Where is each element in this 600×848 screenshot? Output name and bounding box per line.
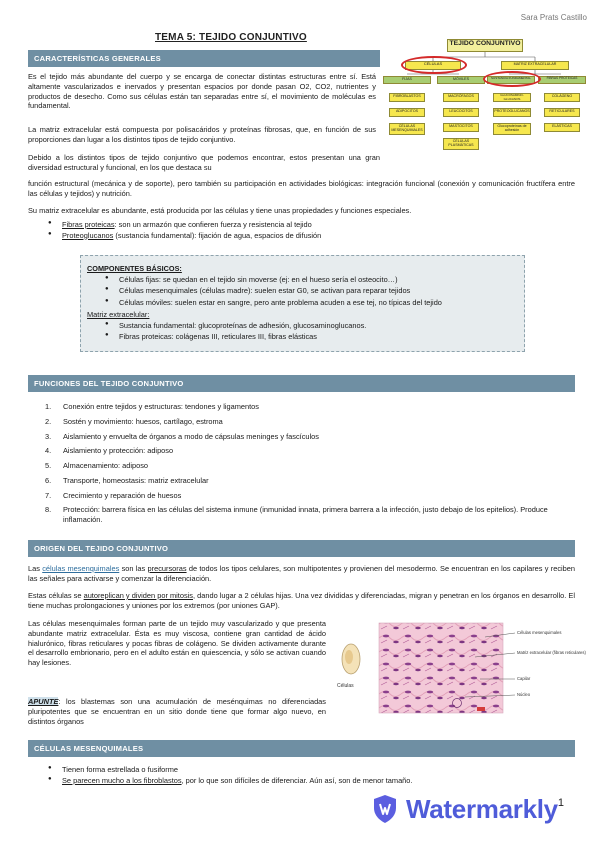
diagram-leaf: LEUCOCITOS [443, 108, 479, 117]
list-item [48, 220, 568, 230]
list-item: ● Células fijas: se quedan en el tejido sin moverse (ej: en el hueso sería el osteocito…) [105, 275, 518, 285]
diagram-leaf: PROTEOGLUCANOS [493, 108, 531, 117]
item-text: Transporte, homeostasis: matriz extracelular [63, 475, 209, 485]
list-item [45, 432, 575, 442]
item-number: 7. [45, 490, 52, 500]
apunte-note [28, 697, 326, 726]
watermark-shield-icon [372, 794, 398, 824]
text: son las [119, 564, 148, 573]
text: Las [28, 564, 43, 573]
diagram-cat-mobile: MÓVILES [437, 76, 485, 84]
item-text: Sostén y movimiento: huesos, cartílago, estroma [63, 416, 223, 426]
definition: , por lo que son difíciles de diferenciar. Aún así, son de menor tamaño. [181, 775, 413, 785]
list-item [45, 461, 575, 471]
text: Estas células se [28, 591, 84, 600]
item-text: Crecimiento y reparación de huesos [63, 490, 182, 500]
micro-label: Matriz extracelular (fibras reticulares) [517, 650, 586, 655]
watermark-text: Watermarkly [406, 793, 558, 824]
section-heading-general: CARACTERÍSTICAS GENERALES [28, 50, 380, 67]
item-number: 6. [45, 475, 52, 485]
apunte-text: : los blastemas son una acumulación de mesénquimas no diferenciadas pluripotentes que se encuentran en un sitio donde tiene que formar algo nuevo, en distintos órganos [28, 697, 326, 726]
functions-list [45, 402, 575, 530]
paragraph: función estructural (mecánica y de soporte), pero también su participación en actividades biológicas: integración funcional (conexión y comunicación fructífera entre las células y tejidos) y nutrición. [28, 179, 575, 198]
diagram-root: TEJIDO CONJUNTIVO [447, 39, 523, 52]
paragraph: Las células mesenquimales forman parte de un tejido muy vascularizado y que presenta abundante matriz extracelular. Ésta es muy viscosa, contiene gran cantidad de ácido hialurónico, fibras reticulares y pocas fibras de colágeno. Se dividen activamente durante el desarrollo embrionario, pero en el adulto están en quiescencia, y sólo se activan cuando hay lesiones. [28, 619, 326, 668]
list-item [45, 417, 575, 427]
diagram-leaf: GLUCOSAMINO-GLUCANOS [493, 93, 531, 102]
item-text: Aislamiento y envuelta de órganos a modo de cápsulas meninges y fascículos [63, 431, 319, 441]
list-item [48, 231, 568, 241]
diagram-leaf: Glucoproteínas de adhesión [493, 123, 531, 135]
diagram-leaf: CÉLULAS MESENQUIMALES [389, 123, 425, 135]
list-item: ● Fibras proteicas: colágenas III, reticulares III, fibras elásticas [105, 332, 518, 342]
diagram-matrix: MATRIZ EXTRACELULAR [501, 61, 569, 70]
list-item [45, 491, 575, 501]
list-item: ● Sustancia fundamental: glucoproteínas de adhesión, glucosaminoglucanos. [105, 321, 518, 331]
item-number: 4. [45, 446, 52, 456]
watermark [372, 791, 562, 827]
item-text: Aislamiento y protección: adiposo [63, 446, 174, 456]
list-item: ● Células mesenquimales (células madre): suelen estar G0, se activan para reparar tejidos [105, 286, 518, 296]
term: Se parecen mucho a los fibroblastos [62, 775, 182, 785]
definition: : son un armazón que confieren fuerza y resistencia al tejido [114, 220, 312, 229]
term: células mesenquimales [42, 564, 120, 573]
item-text: Conexión entre tejidos y estructuras: tendones y ligamentos [63, 402, 259, 411]
item-number: 8. [45, 505, 52, 515]
list-item [45, 505, 575, 525]
paragraph: Debido a los distintos tipos de tejido conjuntivo que podemos encontrar, estos presentan una gran diversidad estructural y funcional, en los que destaca su [28, 153, 380, 172]
diagram-cat-fixed: FIJAS [383, 76, 431, 84]
paragraph [28, 564, 575, 584]
components-box [80, 255, 525, 352]
list-item [45, 402, 575, 412]
matrix-heading: Matriz extracelular: [87, 309, 150, 319]
diagram-leaf: CÉLULAS PLASMÁTICAS [443, 138, 479, 150]
diagram-leaf: FIBROBLASTOS [389, 93, 425, 102]
diagram-leaf: ELÁSTICAS [544, 123, 580, 132]
term: Fibras proteicas [62, 220, 115, 229]
list-item [45, 476, 575, 486]
diagram-leaf: ADIPOCITOS [389, 108, 425, 117]
micro-left-label: Células [337, 683, 354, 689]
item-text: Protección: barrera física en las células del sistema inmune (inmunidad innata, primera barrera a la infección, justo debajo de los epitelios). Produce inflamación. [63, 505, 548, 525]
list-item [45, 446, 575, 456]
paragraph: La matriz extracelular está compuesta por polisacáridos y proteínas fibrosas, que, en función de sus proporciones dan lugar a los distintos tipos de tejido conjuntivo. [28, 125, 376, 144]
section-heading-mesenchymal: CÉLULAS MESENQUIMALES [28, 740, 575, 757]
paragraph [28, 591, 575, 611]
list-item: ● Células móviles: suelen estar en sangre, pero ante problema acuden a ese tej, no típicas del tejido [105, 298, 518, 308]
paragraph: Su matriz extracelular es abundante, está producida por las células y tiene unas propiedades y funciones especiales. [28, 206, 412, 215]
diagram-cat-ground: SUSTANCIA FUNDAMENTAL [487, 76, 535, 84]
concept-diagram [381, 39, 587, 155]
page-number: 1 [557, 797, 564, 809]
text: de todos los tipos celulares, son multipotentes y provienen del mesodermo. Se encuentran en los capilares y reciben las señales para activarse y comenzar la diferenciación. [28, 564, 575, 583]
item-number: 1. [45, 402, 52, 411]
item-number: 2. [45, 416, 52, 426]
box-heading: COMPONENTES BÁSICOS: [87, 264, 182, 273]
micro-label: Núcleo [517, 692, 531, 697]
micro-label: Capilar [517, 676, 531, 681]
definition: (sustancia fundamental): fijación de agua, espacios de difusión [113, 230, 322, 240]
micro-label: Células mesenquimales [517, 630, 562, 635]
diagram-cells: CÉLULAS [405, 61, 461, 70]
section-heading-origin: ORIGEN DEL TEJIDO CONJUNTIVO [28, 540, 575, 557]
item-text: Almacenamiento: adiposo [63, 461, 149, 471]
diagram-cat-fibers: FIBRAS PROTEICAS [538, 76, 586, 84]
bullet-list [48, 765, 568, 787]
diagram-leaf: MACRÓFAGOS [443, 93, 479, 102]
bullet-list [48, 220, 568, 242]
item-number: 5. [45, 461, 52, 471]
paragraph: Es el tejido más abundante del cuerpo y se encarga de conectar distintas estructuras entre sí. Está altamente vascularizados e inervados y presentan espacios por donde pasan O2, CO2, nutrientes y productos de desecho. Como sus células están tan separadas entre sí, el movimiento de moléculas es fundamental. [28, 72, 376, 111]
section-heading-functions: FUNCIONES DEL TEJIDO CONJUNTIVO [28, 375, 575, 392]
author-name: Sara Prats Castillo [520, 13, 587, 22]
highlight-ring [401, 56, 467, 74]
diagram-leaf: RETICULARES [544, 108, 580, 117]
term: precursoras [147, 564, 187, 573]
term: autoreplican y dividen por mitosis [83, 591, 193, 600]
component-list [105, 275, 518, 308]
list-item: ● Tienen forma estrellada o fusiforme [48, 765, 568, 775]
apunte-label: APUNTE [28, 697, 59, 706]
highlight-ring [483, 71, 541, 87]
list-item [48, 776, 568, 786]
diagram-leaf: MASTOCITOS [443, 123, 479, 132]
term: Proteoglucanos [62, 230, 114, 240]
tissue-micrograph [335, 617, 586, 717]
matrix-list [105, 321, 518, 343]
micrograph-figure [335, 617, 586, 717]
text: , dando lugar a 2 células hijas. Una vez divididas y diferenciadas, migran y penetran en los órganos en desarrollo. El tiene muchas prolongaciones y uniones por los extremos (por uniones GAP). [28, 591, 575, 610]
diagram-leaf: COLÁGENO [544, 93, 580, 102]
page-title: TEMA 5: TEJIDO CONJUNTIVO [155, 32, 307, 43]
item-number: 3. [45, 431, 52, 441]
